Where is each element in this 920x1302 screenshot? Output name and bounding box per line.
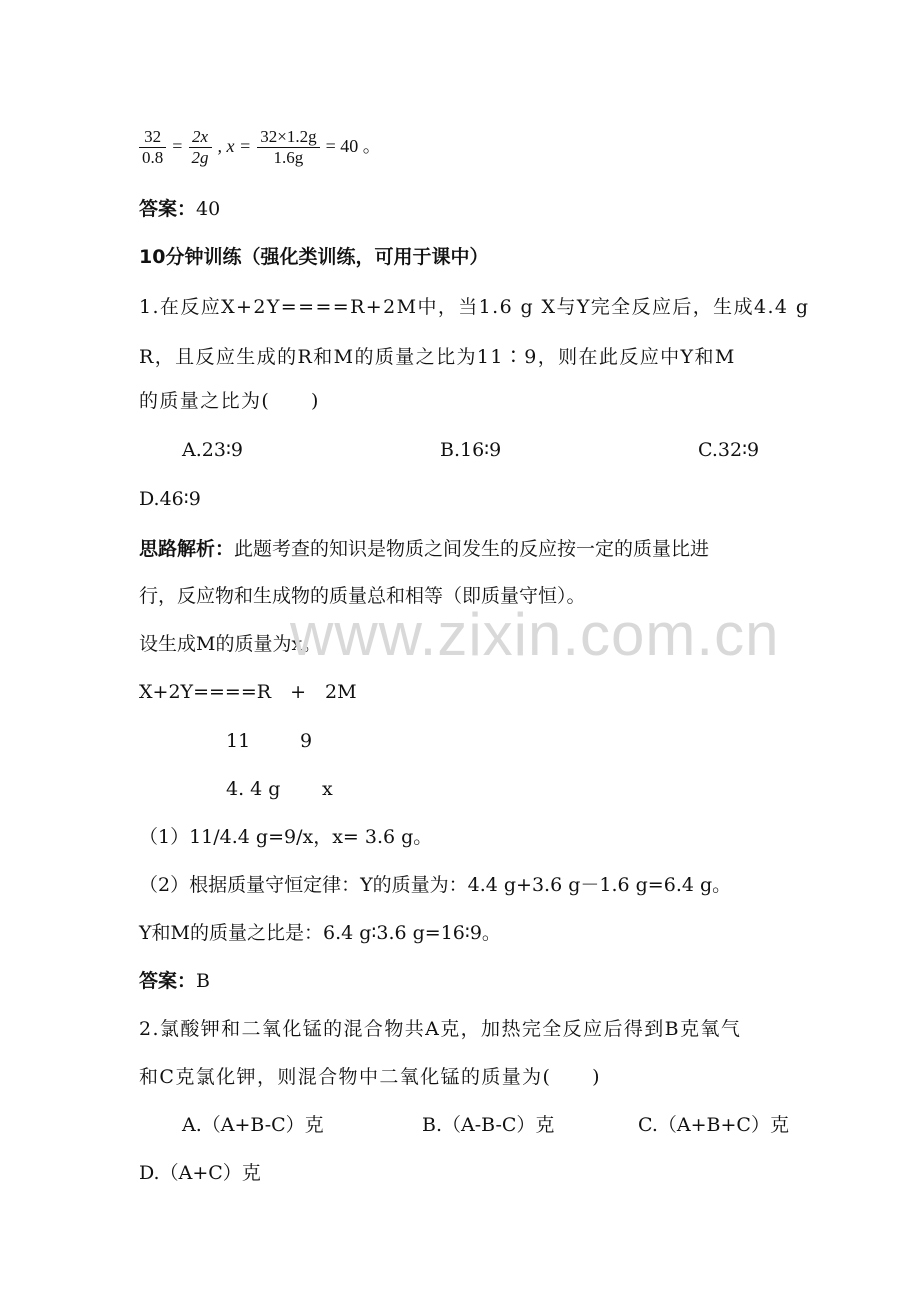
analysis-line-1: 思路解析：此题考查的知识是物质之间发生的反应按一定的质量比进 [139, 538, 710, 560]
formula-line: $\frac{32}{0.8}$ = $\frac{2x}{2g}$ , x = $\frac{32\times 1.2g}{1.6g}$ = 40 。 [139, 122, 381, 170]
answer-2: 答案：B [139, 970, 210, 992]
solution-step-1: （1）11/4.4 g=9/x，x= 3.6 g。 [139, 826, 433, 848]
fraction-solution: $\frac{32\times 1.2g}{1.6g}$ [257, 127, 319, 168]
q1-option-c: C.32∶9 [698, 439, 760, 461]
analysis-line-2: 行，反应物和生成物的质量总和相等（即质量守恒）。 [139, 585, 586, 607]
ratio-r: 11 [226, 730, 251, 752]
q1-option-b: B.16∶9 [440, 439, 502, 461]
question-2-line-1: 2.氯酸钾和二氧化锰的混合物共A克，加热完全反应后得到B克氧气 [139, 1018, 742, 1040]
question-1-line-1: 1.在反应X+2Y====R+2M中，当1.6 g X与Y完全反应后，生成4.4 g [139, 296, 810, 318]
watermark: www.zixin.com.cn [290, 601, 780, 668]
mass-r: 4. 4 g [226, 778, 281, 800]
answer-1: 答案：40 [139, 198, 221, 220]
fraction-32-over-08: $\frac{32}{0.8}$ [139, 127, 166, 168]
q2-option-c: C.（A+B+C）克 [638, 1114, 789, 1136]
mass-m: x [322, 778, 333, 800]
solution-step-3: Y和M的质量之比是：6.4 g∶3.6 g=16∶9。 [139, 922, 501, 944]
fraction-2x-over-2g: $\frac{2x}{2g}$ [189, 127, 212, 168]
q2-option-b: B.（A-B-C）克 [422, 1114, 555, 1136]
question-2-line-2: 和C克氯化钾，则混合物中二氧化锰的质量为( ) [139, 1066, 601, 1088]
q1-option-a: A.23∶9 [182, 439, 243, 461]
q2-option-d: D.（A+C）克 [139, 1162, 261, 1184]
q1-option-d: D.46∶9 [139, 488, 201, 510]
section-title: 10分钟训练（强化类训练，可用于课中） [139, 246, 489, 268]
question-1-line-2: R，且反应生成的R和M的质量之比为11∶9，则在此反应中Y和M [139, 346, 736, 368]
q2-option-a: A.（A+B-C）克 [182, 1114, 324, 1136]
solution-step-2: （2）根据质量守恒定律：Y的质量为：4.4 g+3.6 g－1.6 g=6.4 g。 [139, 874, 732, 896]
ratio-m: 9 [300, 730, 313, 752]
question-1-line-3: 的质量之比为( ) [139, 390, 320, 412]
analysis-line-3: 设生成M的质量为x。 [139, 633, 322, 655]
reaction-equation: X+2Y====R + 2M [139, 681, 357, 703]
